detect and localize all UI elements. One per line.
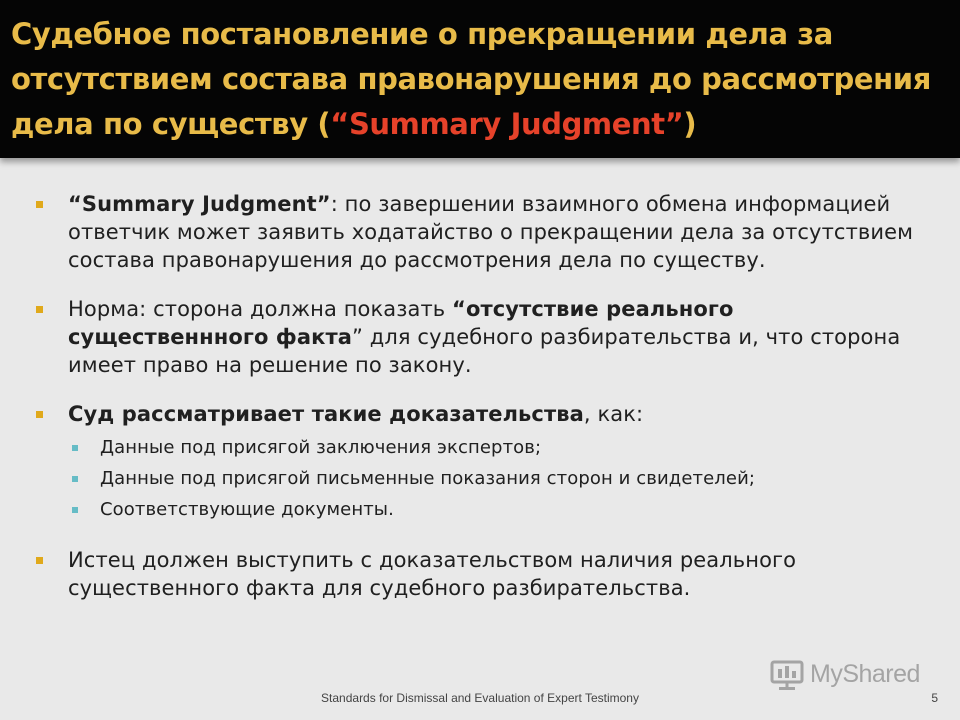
sub-item-text: Данные под присягой письменные показания сторон и свидетелей;	[100, 468, 756, 489]
sub-bullet-marker	[72, 445, 78, 451]
sub-item-expert-reports	[68, 432, 934, 463]
bullet-plaintiff	[34, 546, 934, 602]
title-text-end: )	[683, 107, 697, 141]
sub-item-documents	[68, 494, 934, 525]
sub-item-text: Соответствующие документы.	[100, 499, 394, 520]
presentation-board-icon	[770, 659, 804, 691]
bullet-marker	[36, 201, 43, 208]
bullet-norm	[34, 295, 934, 379]
slide-title	[11, 12, 951, 147]
bullet-marker	[36, 411, 43, 418]
bullet-text: , как:	[583, 402, 644, 426]
bullet-summary-judgment	[34, 190, 934, 274]
page-number: 5	[931, 691, 938, 705]
bullet-marker	[36, 306, 43, 313]
bullet-text: Истец должен выступить с доказательством наличия реального существенного факта для судебного разбирательства.	[68, 548, 797, 600]
bullet-bold-text: “отсутствие реального существеннного факта	[68, 297, 734, 349]
bullet-court-evidence	[34, 400, 934, 525]
bullet-bold-text: Суд рассматривает такие доказательства	[68, 402, 584, 426]
watermark-text: MyShared	[810, 660, 920, 688]
evidence-sub-list	[68, 432, 934, 525]
bullet-marker	[36, 557, 43, 564]
footer-text: Standards for Dismissal and Evaluation of Expert Testimony	[321, 691, 639, 705]
bullet-text: : по завершении взаимного обмена информацией ответчик может заявить ходатайство о прекращении дела за отсутствием состава правонарушения до рассмотрения дела по существу.	[68, 192, 914, 272]
slide-content	[34, 190, 934, 602]
bullet-bold-text: “Summary Judgment”	[68, 192, 331, 216]
title-text: Судебное постановление о прекращении дела за отсутствием состава правонарушения до рассмотрения дела по существу (	[11, 17, 931, 141]
sub-item-written-testimony	[68, 463, 934, 494]
sub-bullet-marker	[72, 476, 78, 482]
bullet-text: Норма: сторона должна показать	[68, 297, 453, 321]
title-band	[0, 0, 960, 158]
sub-bullet-marker	[72, 507, 78, 513]
title-accent-text: “Summary Judgment”	[330, 107, 684, 141]
sub-item-text: Данные под присягой заключения экспертов;	[100, 437, 542, 458]
bullet-text: ” для судебного разбирательства и, что сторона имеет право на решение по закону.	[68, 325, 901, 377]
myshared-watermark	[770, 657, 930, 693]
